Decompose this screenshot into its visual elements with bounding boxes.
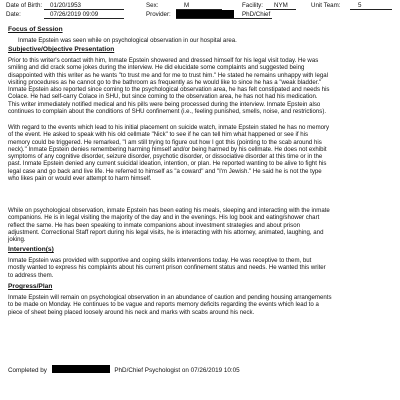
focus-text: Inmate Epstein was seen while on psychological observation in our hospital area. [18,37,237,44]
text-line: companions. He is in legal visiting the majority of the day and in the evenings. His log book and eating/shower chart [8,214,320,222]
completed-by-suffix: PhD/Chief Psychologist on 07/26/2019 10:05 [114,367,240,374]
text-line: to be made on Monday. He continues to be vague and reports memory deficits regarding the events which lead to a [8,301,319,309]
text-line: to address them. [8,271,54,279]
facility-value: NYM [274,2,288,9]
text-line: legal case and go back and live life. He referred to himself as "a coward" and "I'm Jewish." He said he is not the type [8,167,322,175]
unit-team-value: 5 [358,2,362,9]
text-line: disappointed with this writer as he wants "to trust me and for me to trust him." He stated he remains unhappy with legal [8,71,329,79]
text-line: continues to complain about the conditions of SHU confinement (i.e., feeling punished, smells, noise, and restrictions). [8,107,327,115]
provider-underline [176,18,272,19]
text-line: piece of sheet being placed loosely around his neck and marks with scabs around his neck. [8,308,255,316]
text-line: This writer immediately notified medical and his pills were being processed during the interview. Inmate Epstein also [8,100,321,108]
text-line: Colace. He had self-carry Colace in SHU, but since coming to the observation area, he has not had his medication. [8,93,318,101]
subjective-paragraph-1 [8,57,391,115]
text-line: symptoms of any cognitive disorder, seizure disorder, psychotic disorder, or dissociative disorder at this time or in the [8,153,323,160]
text-line: Inmate Epstein was provided with supportive and coping skills interventions today. He was receptive to them, but [8,257,312,264]
date-underline [44,18,124,19]
text-line: Inmate Epstein also reported since coming to the psychological observation area, he has felt constipated and needs his [8,86,330,93]
text-line: With regard to the events which lead to his initial placement on suicide watch, inmate Epstein stated he has no memory [8,124,330,131]
text-line: visiting procedures as he cannot go to the bathroom as frequently as he would like to since he has a "weak bladder." [8,78,322,86]
text-line: joking. [8,236,26,243]
completed-by-prefix: Completed by [8,367,47,374]
unit-team-label: Unit Team: [311,2,341,9]
sex-label: Sex: [146,2,159,9]
text-line: neck)." Inmate Epstein denies remembering harming himself and/or being harmed by his cellmate. He does not exhibit [8,145,327,153]
text-line: smiling and did crack some jokes during the interview. He did elucidate some complaints and suggested being [8,64,305,72]
redacted-provider-name [176,10,234,18]
subjective-paragraph-2 [8,124,391,182]
text-line: Inmate Epstein will remain on psychological observation in an abundance of caution and pending housing arrangements [8,294,332,301]
dob-label: Date of Birth: [6,2,43,9]
redacted-signature [52,365,110,373]
interventions-text [8,257,391,279]
text-line: mostly wanted to express his complaints about his current prison confinement status and needs. He wanted this writer [8,264,326,272]
dob-underline [44,9,124,10]
sex-value: M [184,2,190,9]
text-line: While on psychological observation, inmate Epstein has been eating his meals, sleeping and interacting with the inmate [8,207,330,214]
provider-label: Provider: [146,11,171,18]
dob-value: 01/20/1953 [50,2,81,9]
focus-heading: Focus of Session [8,26,63,33]
facility-label: Facility: [242,2,263,9]
text-line: past. Inmate Epstein denied any current suicidal ideation, intention, or plan. He reported wanting to be alive to fight his [8,160,327,168]
progress-text [8,294,391,316]
progress-heading: Progress/Plan [8,283,53,290]
interventions-heading: Intervention(s) [8,246,54,253]
text-line: of the event. He asked to speak with his old cellmate "Nick" to see if he can tell him what happened or see if his [8,131,309,139]
facility-underline [266,9,296,10]
text-line: who likes pain or would ever attempt to harm himself. [8,174,152,182]
unit-team-underline [350,9,392,10]
text-line: adjustment. Correctional Staff report during his legal visits, he is interacting with his attorney, animated, laughing, and [8,228,324,236]
text-line: Prior to this writer's contact with him, Inmate Epstein showered and dressed himself for his legal visit today. He was [8,57,319,64]
text-line: reflect the same. He has been speaking to inmate companions about investment strategies and about prison [8,221,300,229]
provider-value: PhD/Chief [242,11,271,18]
completed-by-line [8,365,240,374]
subjective-heading: Subjective/Objective Presentation [8,46,115,53]
date-value: 07/26/2019 09:09 [50,11,99,18]
text-line: memory could be triggered. He remarked, "I am still trying to figure out how I got this (pointing to the scab around his [8,138,322,146]
subjective-paragraph-3 [8,207,391,243]
date-label: Date: [6,11,21,18]
